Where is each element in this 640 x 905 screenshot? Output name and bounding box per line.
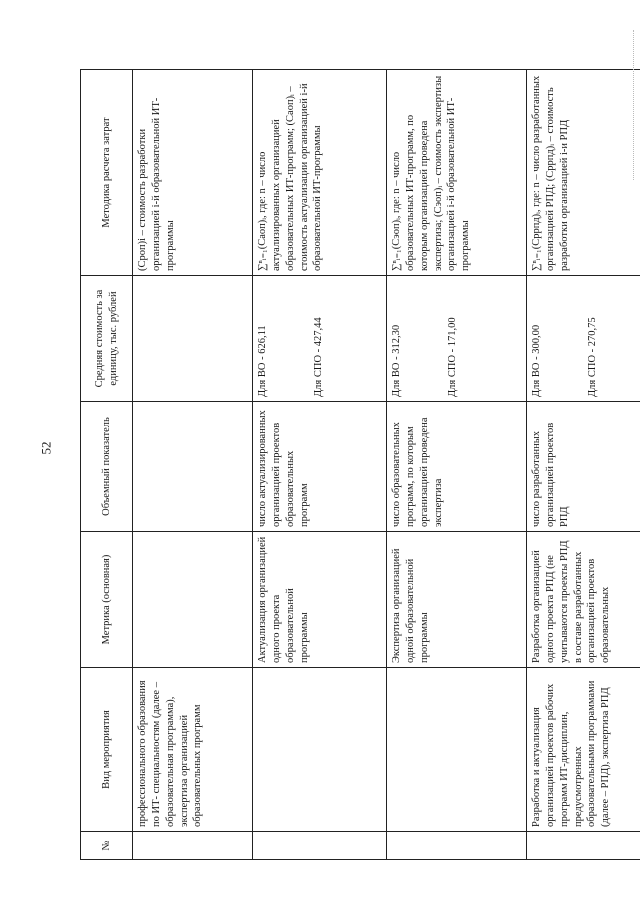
page-number: 52 xyxy=(38,441,54,455)
cost-spo: Для СПО - 427,44 xyxy=(312,317,324,397)
cell-cost xyxy=(253,276,387,402)
header-volume: Объемный показатель xyxy=(81,402,133,532)
cell-event xyxy=(387,668,527,832)
cell-volume: число разработанных организацией проектов РПД xyxy=(527,402,640,532)
cell-method: ∑ⁿᵢ₌₁(Cррпд)ᵢ, где: n – число разработанных организацией РПД; (Cррпд)ᵢ – стоимость разработки организацией i-и РПД xyxy=(527,70,640,276)
table-row xyxy=(253,70,387,860)
table-row xyxy=(527,70,640,860)
cell-volume xyxy=(133,402,253,532)
cell-event: профессионального образования по ИТ- специальностям (далее – образовательная программа), экспертиза организацией образовательных программ xyxy=(133,668,253,832)
cost-vo: Для ВО - 312,30 xyxy=(391,324,402,397)
cell-metric: Актуализация организацией одного проекта образовательной программы xyxy=(253,532,387,668)
cell-method: ∑ⁿᵢ₌₁(Cаоп)ᵢ, где: n – число актуализированных организацией образовательных ИТ-программ; (Cаоп)ᵢ – стоимость актуализации организацией i-й образовательной ИТ-программы xyxy=(253,70,387,276)
cell-method: ∑ⁿᵢ₌₁(Cэоп)ᵢ, где: n – число образовательных ИТ-программ, по которым организацией проведена экспертиза; (Cэоп)ᵢ – стоимость экспертизы организацией i-й образовательной ИТ-программы xyxy=(387,70,527,276)
cell-no xyxy=(253,832,387,860)
cell-no xyxy=(133,832,253,860)
cost-methodology-table xyxy=(80,69,640,860)
cell-metric xyxy=(133,532,253,668)
table-row xyxy=(133,70,253,860)
cost-spo: Для СПО - 270,75 xyxy=(586,317,598,397)
header-method: Методика расчета затрат xyxy=(81,70,133,276)
cell-method: (Cрoп)i – стоимость разработки организацией i-й образовательной ИТ-программы xyxy=(133,70,253,276)
cell-no xyxy=(387,832,527,860)
table-header-row xyxy=(81,70,133,860)
header-no: № xyxy=(81,832,133,860)
table-row xyxy=(387,70,527,860)
header-event-type: Вид мероприятия xyxy=(81,668,133,832)
cell-cost xyxy=(527,276,640,402)
cell-cost xyxy=(133,276,253,402)
rotated-table-container xyxy=(80,70,640,860)
cost-vo: Для ВО - 300,00 xyxy=(531,324,542,397)
cell-metric: Разработка организацией одного проекта РПД (не учитываются проекты РПД в составе разработанных организацией проектов образовательных xyxy=(527,532,640,668)
header-metric: Метрика (основная) xyxy=(81,532,133,668)
cell-volume: число образовательных программ, по которым организацией проведена экспертиза xyxy=(387,402,527,532)
cell-event: Разработка и актуализация организацией проектов рабочих программ ИТ-дисциплин, предусмотренных образовательными программами (далее – РПД), экспертиза РПД xyxy=(527,668,640,832)
header-avg-cost: Средняя стоимость за единицу, тыс. рублей xyxy=(81,276,133,402)
cell-cost xyxy=(387,276,527,402)
cost-spo: Для СПО - 171,00 xyxy=(446,317,458,397)
cell-no xyxy=(527,832,640,860)
cell-event xyxy=(253,668,387,832)
scan-edge-marks xyxy=(630,30,634,180)
cell-volume: число актуализированных организацией проектов образовательных программ xyxy=(253,402,387,532)
cost-vo: Для ВО - 626,11 xyxy=(257,325,268,397)
cell-metric: Экспертиза организацией одной образовательной программы xyxy=(387,532,527,668)
